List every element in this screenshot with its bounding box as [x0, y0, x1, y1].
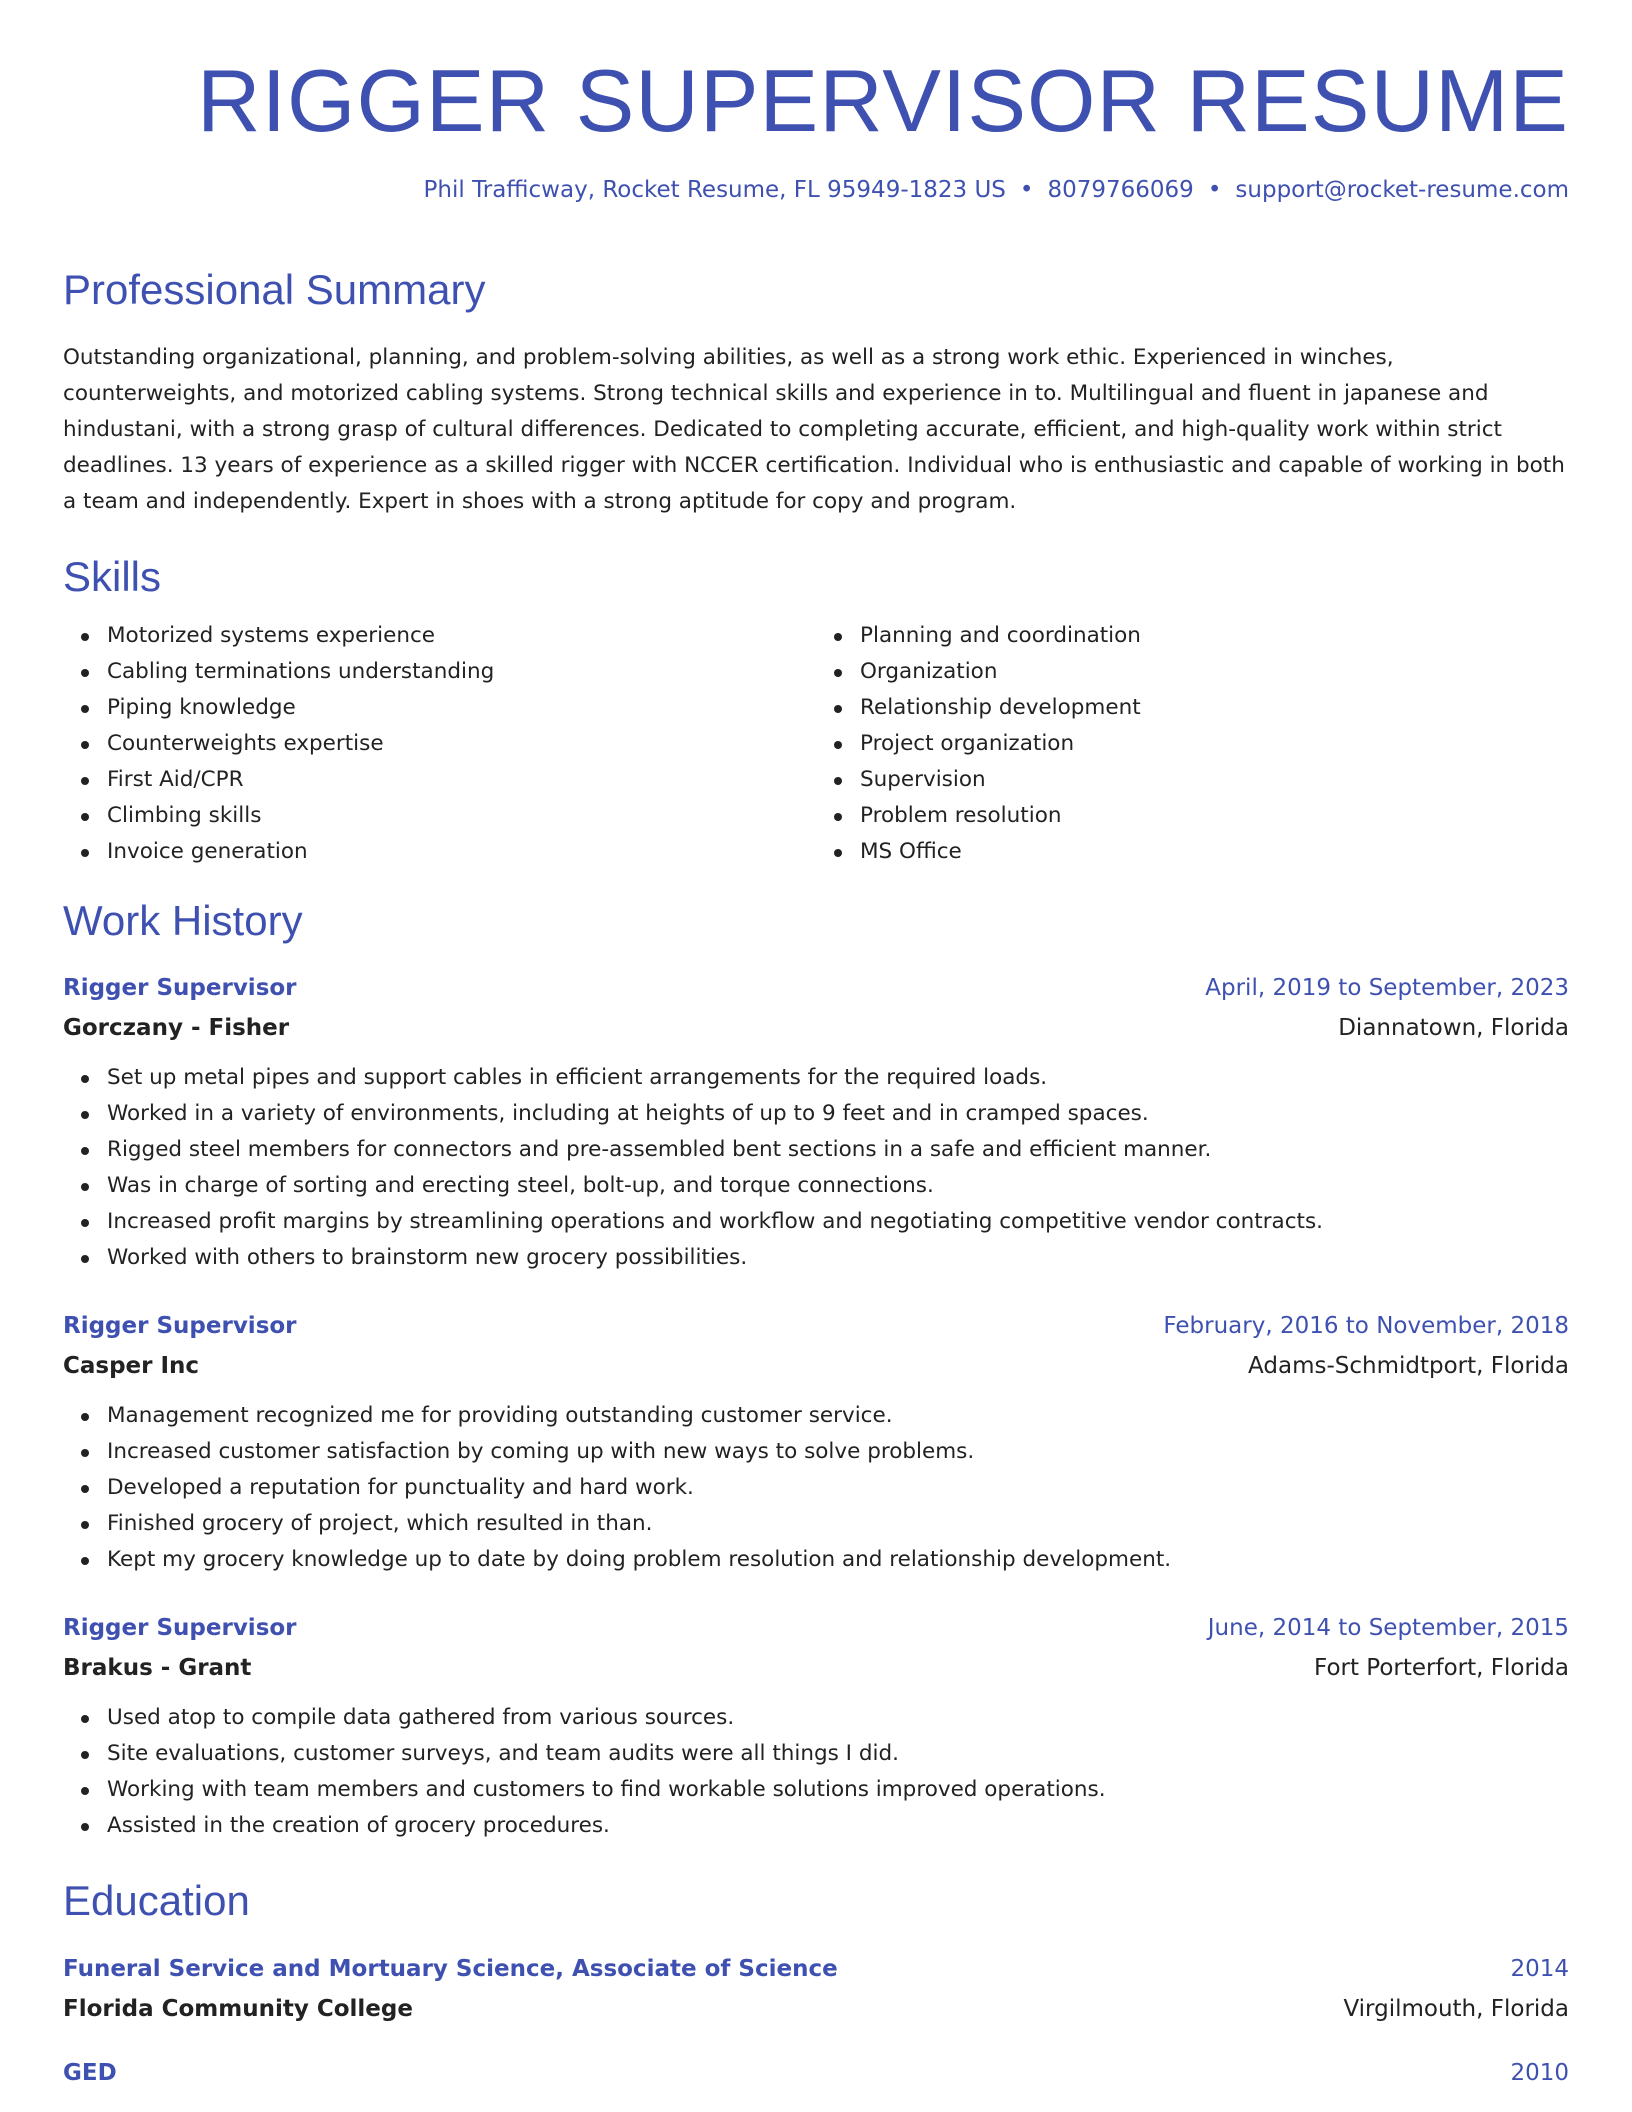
- job-dates: February, 2016 to November, 2018: [1163, 1313, 1569, 1340]
- job-bullet: Site evaluations, customer surveys, and team audits were all things I did.: [107, 1736, 1569, 1772]
- skill-item: Piping knowledge: [107, 690, 816, 726]
- job-bullet: Worked in a variety of environments, including at heights of up to 9 feet and in cramped spaces.: [107, 1096, 1569, 1132]
- skill-item: Counterweights expertise: [107, 726, 816, 762]
- job-location: Fort Porterfort, Florida: [1314, 1655, 1569, 1682]
- job-bullet: Developed a reputation for punctuality and hard work.: [107, 1470, 1569, 1506]
- job-bullet: Kept my grocery knowledge up to date by doing problem resolution and relationship development.: [107, 1542, 1569, 1578]
- education-header-row: [63, 2053, 1569, 2093]
- job-bullets: [63, 1398, 1569, 1578]
- job-company: Gorczany - Fisher: [63, 1015, 290, 1042]
- skill-item: Cabling terminations understanding: [107, 654, 816, 690]
- contact-phone: 8079766069: [1047, 177, 1194, 204]
- job-bullets: [63, 1060, 1569, 1276]
- job-header-row: [63, 1608, 1569, 1648]
- skill-item: MS Office: [860, 834, 1569, 870]
- job-role: Rigger Supervisor: [63, 1313, 297, 1340]
- job-entry: [63, 1608, 1569, 1844]
- skill-item: Climbing skills: [107, 798, 816, 834]
- skill-item: Relationship development: [860, 690, 1569, 726]
- job-company: Brakus - Grant: [63, 1655, 252, 1682]
- job-role: Rigger Supervisor: [63, 975, 297, 1002]
- resume-title: RIGGER SUPERVISOR RESUME: [197, 51, 1569, 150]
- summary-text: Outstanding organizational, planning, and problem-solving abilities, as well as a strong work ethic. Experienced in winches, counterweights, and motorized cabling systems. Strong technical skills and experience in to. Multilingual and fluent in japanese and hindustani, with a strong grasp of cultural differences. Dedicated to completing accurate, efficient, and high-quality work within strict deadlines. 13 years of experience as a skilled rigger with NCCER certification. Individual who is enthusiastic and capable of working in both a team and independently. Expert in shoes with a strong aptitude for copy and program.: [63, 344, 1565, 514]
- skills-section: [63, 552, 1569, 870]
- job-location: Diannatown, Florida: [1338, 1015, 1569, 1042]
- contact-email[interactable]: support@rocket-resume.com: [1235, 177, 1569, 204]
- summary-section: [63, 265, 1569, 519]
- education-location: Virgilmouth, Florida: [1343, 1995, 1569, 2022]
- section-title-education: Education: [63, 1877, 250, 1925]
- job-dates: April, 2019 to September, 2023: [1205, 975, 1569, 1002]
- skills-columns: [63, 618, 1569, 870]
- section-title-summary: Professional Summary: [63, 266, 486, 314]
- skill-item: Supervision: [860, 762, 1569, 798]
- skills-list-left: [63, 618, 816, 870]
- job-header-row: [63, 1306, 1569, 1346]
- skill-item: First Aid/CPR: [107, 762, 816, 798]
- resume-header: [63, 0, 1569, 203]
- contact-separator: •: [1207, 177, 1222, 204]
- job-bullet: Management recognized me for providing outstanding customer service.: [107, 1398, 1569, 1434]
- education-degree: GED: [63, 2059, 117, 2086]
- skills-list-right: [816, 618, 1569, 870]
- work-history-section: [63, 896, 1569, 1844]
- job-bullet: Assisted in the creation of grocery procedures.: [107, 1808, 1569, 1844]
- job-bullet: Increased customer satisfaction by coming up with new ways to solve problems.: [107, 1434, 1569, 1470]
- skill-item: Project organization: [860, 726, 1569, 762]
- job-location: Adams-Schmidtport, Florida: [1248, 1353, 1569, 1380]
- job-bullet: Rigged steel members for connectors and pre-assembled bent sections in a safe and efficient manner.: [107, 1132, 1569, 1168]
- job-entry: [63, 1306, 1569, 1578]
- skill-item: Organization: [860, 654, 1569, 690]
- section-title-work-history: Work History: [63, 896, 303, 944]
- job-company-row: [63, 1346, 1569, 1386]
- skill-item: Problem resolution: [860, 798, 1569, 834]
- job-bullet: Was in charge of sorting and erecting steel, bolt-up, and torque connections.: [107, 1168, 1569, 1204]
- skill-item: Invoice generation: [107, 834, 816, 870]
- education-year: 2010: [1510, 2059, 1569, 2086]
- education-entry: [63, 1949, 1569, 2029]
- job-company: Casper Inc: [63, 1353, 200, 1380]
- education-header-row: [63, 1949, 1569, 1989]
- job-bullet: Working with team members and customers to find workable solutions improved operations.: [107, 1772, 1569, 1808]
- job-bullet: Used atop to compile data gathered from various sources.: [107, 1700, 1569, 1736]
- contact-line: [63, 177, 1569, 203]
- job-header-row: [63, 968, 1569, 1008]
- job-company-row: [63, 1648, 1569, 1688]
- job-bullet: Worked with others to brainstorm new grocery possibilities.: [107, 1240, 1569, 1276]
- education-school: Florida Community College: [63, 1995, 413, 2022]
- skill-item: Motorized systems experience: [107, 618, 816, 654]
- job-company-row: [63, 1008, 1569, 1048]
- section-title-skills: Skills: [63, 552, 162, 600]
- job-bullets: [63, 1700, 1569, 1844]
- education-entry: [63, 2053, 1569, 2093]
- job-dates: June, 2014 to September, 2015: [1207, 1615, 1569, 1642]
- contact-separator: •: [1019, 177, 1034, 204]
- job-bullet: Increased profit margins by streamlining operations and workflow and negotiating competitive vendor contracts.: [107, 1204, 1569, 1240]
- job-role: Rigger Supervisor: [63, 1615, 297, 1642]
- job-bullet: Finished grocery of project, which resulted in than.: [107, 1506, 1569, 1542]
- job-entry: [63, 968, 1569, 1276]
- education-school-row: [63, 1989, 1569, 2029]
- education-section: [63, 1876, 1569, 2092]
- contact-address: Phil Trafficway, Rocket Resume, FL 95949-1823 US: [423, 177, 1006, 204]
- education-degree: Funeral Service and Mortuary Science, Associate of Science: [63, 1955, 838, 1982]
- job-bullet: Set up metal pipes and support cables in efficient arrangements for the required loads.: [107, 1060, 1569, 1096]
- skill-item: Planning and coordination: [860, 618, 1569, 654]
- education-year: 2014: [1510, 1955, 1569, 1982]
